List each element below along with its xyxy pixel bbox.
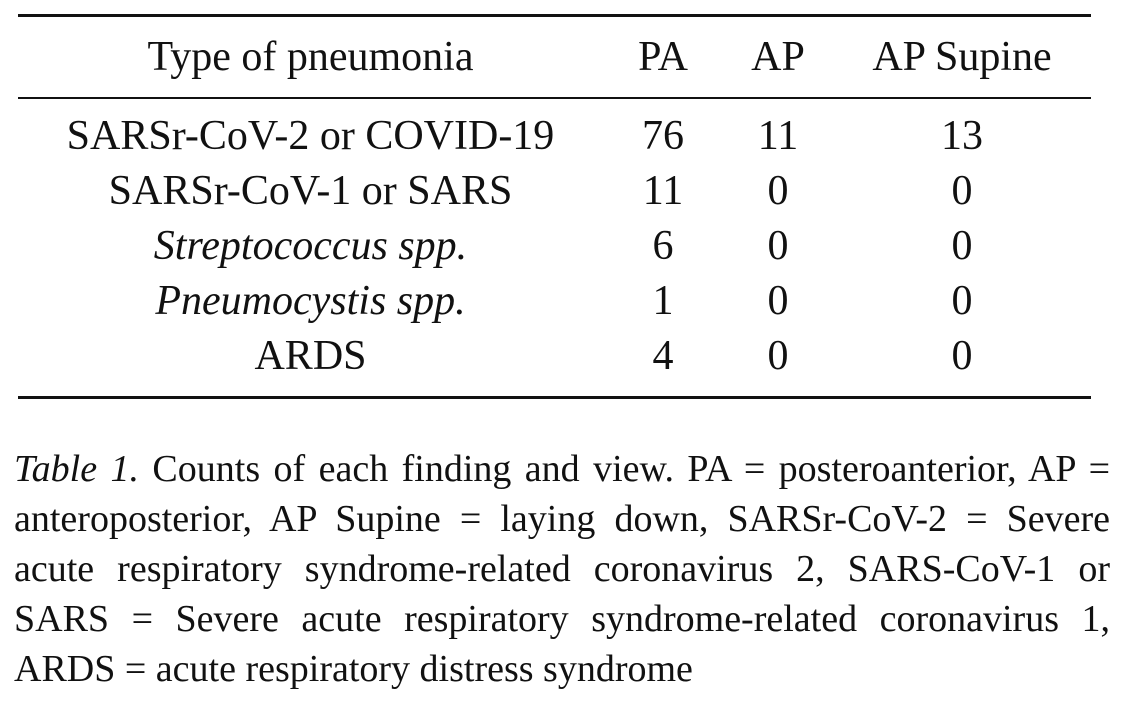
table-row	[18, 164, 1091, 219]
table-row	[18, 329, 1091, 398]
cell-ap-supine: 0	[951, 168, 973, 214]
header-pa: PA	[638, 33, 688, 80]
caption-label: Table 1.	[14, 448, 139, 490]
cell-type: Pneumocystis spp.	[155, 278, 466, 324]
cell-ap: 11	[757, 113, 799, 159]
table-row	[18, 219, 1091, 274]
cell-pa: 1	[652, 278, 674, 324]
cell-ap-supine: 0	[951, 223, 973, 269]
cell-ap: 0	[767, 278, 789, 324]
counts-table	[18, 14, 1091, 399]
cell-type: SARSr-CoV-2 or COVID-19	[66, 113, 555, 159]
cell-pa: 76	[642, 113, 684, 159]
caption-text: Counts of each finding and view. PA = posteroanterior, AP = anteroposterior, AP Supine = laying down, SARSr-CoV-2 = Severe acute respiratory syndrome-related coronavirus 2, SARS-CoV-1 or SARS = Severe acute respiratory syndrome-related coronavirus 1, ARDS = acute respiratory distress syndrome	[14, 448, 1110, 690]
cell-pa: 4	[652, 333, 674, 379]
cell-type: SARSr-CoV-1 or SARS	[108, 168, 513, 214]
cell-ap-supine: 0	[951, 278, 973, 324]
cell-ap: 0	[767, 168, 789, 214]
header-ap: AP	[751, 33, 805, 80]
cell-ap: 0	[767, 223, 789, 269]
cell-ap-supine: 0	[951, 333, 973, 379]
cell-ap: 0	[767, 333, 789, 379]
header-type-of-pneumonia: Type of pneumonia	[147, 33, 474, 80]
cell-pa: 11	[642, 168, 684, 214]
table-row	[18, 274, 1091, 329]
table-caption	[14, 444, 1110, 694]
cell-ap-supine: 13	[941, 113, 983, 159]
cell-type: ARDS	[254, 333, 367, 379]
table-header-row	[18, 16, 1091, 99]
cell-pa: 6	[652, 223, 674, 269]
counts-table-container	[18, 14, 1091, 399]
cell-type: Streptococcus spp.	[153, 223, 468, 269]
table-row	[18, 98, 1091, 164]
header-ap-supine: AP Supine	[872, 33, 1052, 80]
